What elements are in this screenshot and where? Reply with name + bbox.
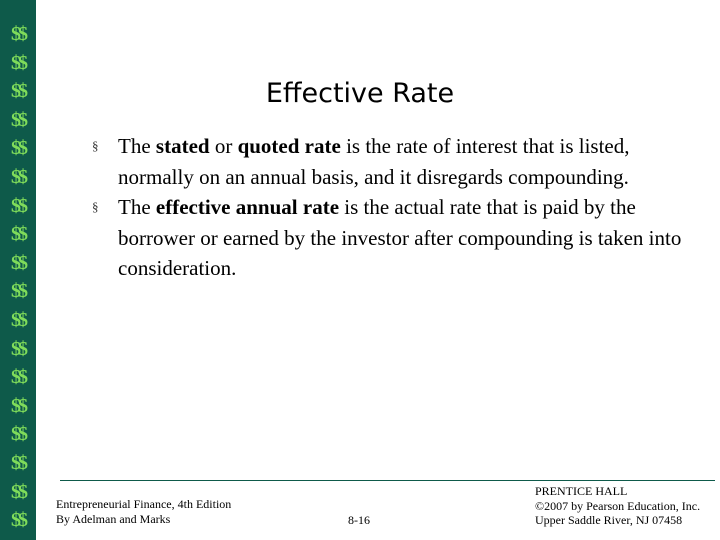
footer-page-number: 8-16 xyxy=(348,513,370,527)
dollar-sign-mark: $$ xyxy=(11,165,25,188)
dollar-sign-mark: $$ xyxy=(11,280,25,303)
dollar-sign-mark: $$ xyxy=(11,394,25,417)
text-run: or xyxy=(209,134,238,158)
bullet-item-stated-rate xyxy=(92,131,692,192)
bullet-item-effective-rate xyxy=(92,192,692,284)
text-run: is the rate of interest that is listed, normally on an annual basis, and it disregards compounding. xyxy=(118,134,630,189)
bullet-list xyxy=(92,131,692,284)
dollar-sign-mark: $$ xyxy=(11,423,25,446)
dollar-sign-mark: $$ xyxy=(11,451,25,474)
bullet-text xyxy=(118,134,630,189)
text-run: The xyxy=(118,195,156,219)
bold-term-stated: stated xyxy=(155,134,210,158)
footer-publisher-info xyxy=(535,484,700,528)
slide-title xyxy=(0,78,720,109)
bold-term-quoted-rate: quoted rate xyxy=(237,134,341,158)
dollar-sign-mark: $$ xyxy=(11,337,25,360)
dollar-sign-mark: $$ xyxy=(11,137,25,160)
dollar-sign-mark: $$ xyxy=(11,194,25,217)
bullet-marker-icon: § xyxy=(92,138,99,153)
footer-divider xyxy=(60,480,715,481)
dollar-sign-mark: $$ xyxy=(11,480,25,503)
footer-copyright: ©2007 by Pearson Education, Inc. xyxy=(535,498,701,513)
bullet-marker-icon: § xyxy=(92,199,99,214)
dollar-sign-mark: $$ xyxy=(11,23,25,45)
dollar-sign-mark: $$ xyxy=(11,251,25,274)
dollar-sign-mark: $$ xyxy=(11,509,25,532)
dollar-sign-mark: $$ xyxy=(11,51,25,74)
slide-title-text: Effective Rate xyxy=(265,78,455,109)
footer-publisher: PRENTICE HALL xyxy=(535,484,628,498)
text-run: The xyxy=(118,134,156,158)
dollar-sign-mark: $$ xyxy=(11,80,25,103)
footer-book-title: Entrepreneurial Finance, 4th Edition xyxy=(56,497,232,511)
footer-address: Upper Saddle River, NJ 07458 xyxy=(535,513,683,527)
footer-book-info xyxy=(56,497,231,527)
dollar-sign-mark: $$ xyxy=(11,108,25,131)
text-run: is the actual rate that is paid by the borrower or earned by the investor after compounding is taken into consideration. xyxy=(118,195,682,280)
dollar-sign-mark: $$ xyxy=(11,223,25,246)
bold-term-effective-annual-rate: effective annual rate xyxy=(155,195,340,219)
dollar-sign-mark: $$ xyxy=(11,308,25,331)
dollar-sign-mark: $$ xyxy=(11,366,25,389)
footer-authors: By Adelman and Marks xyxy=(56,512,171,526)
bullet-text xyxy=(118,195,681,280)
